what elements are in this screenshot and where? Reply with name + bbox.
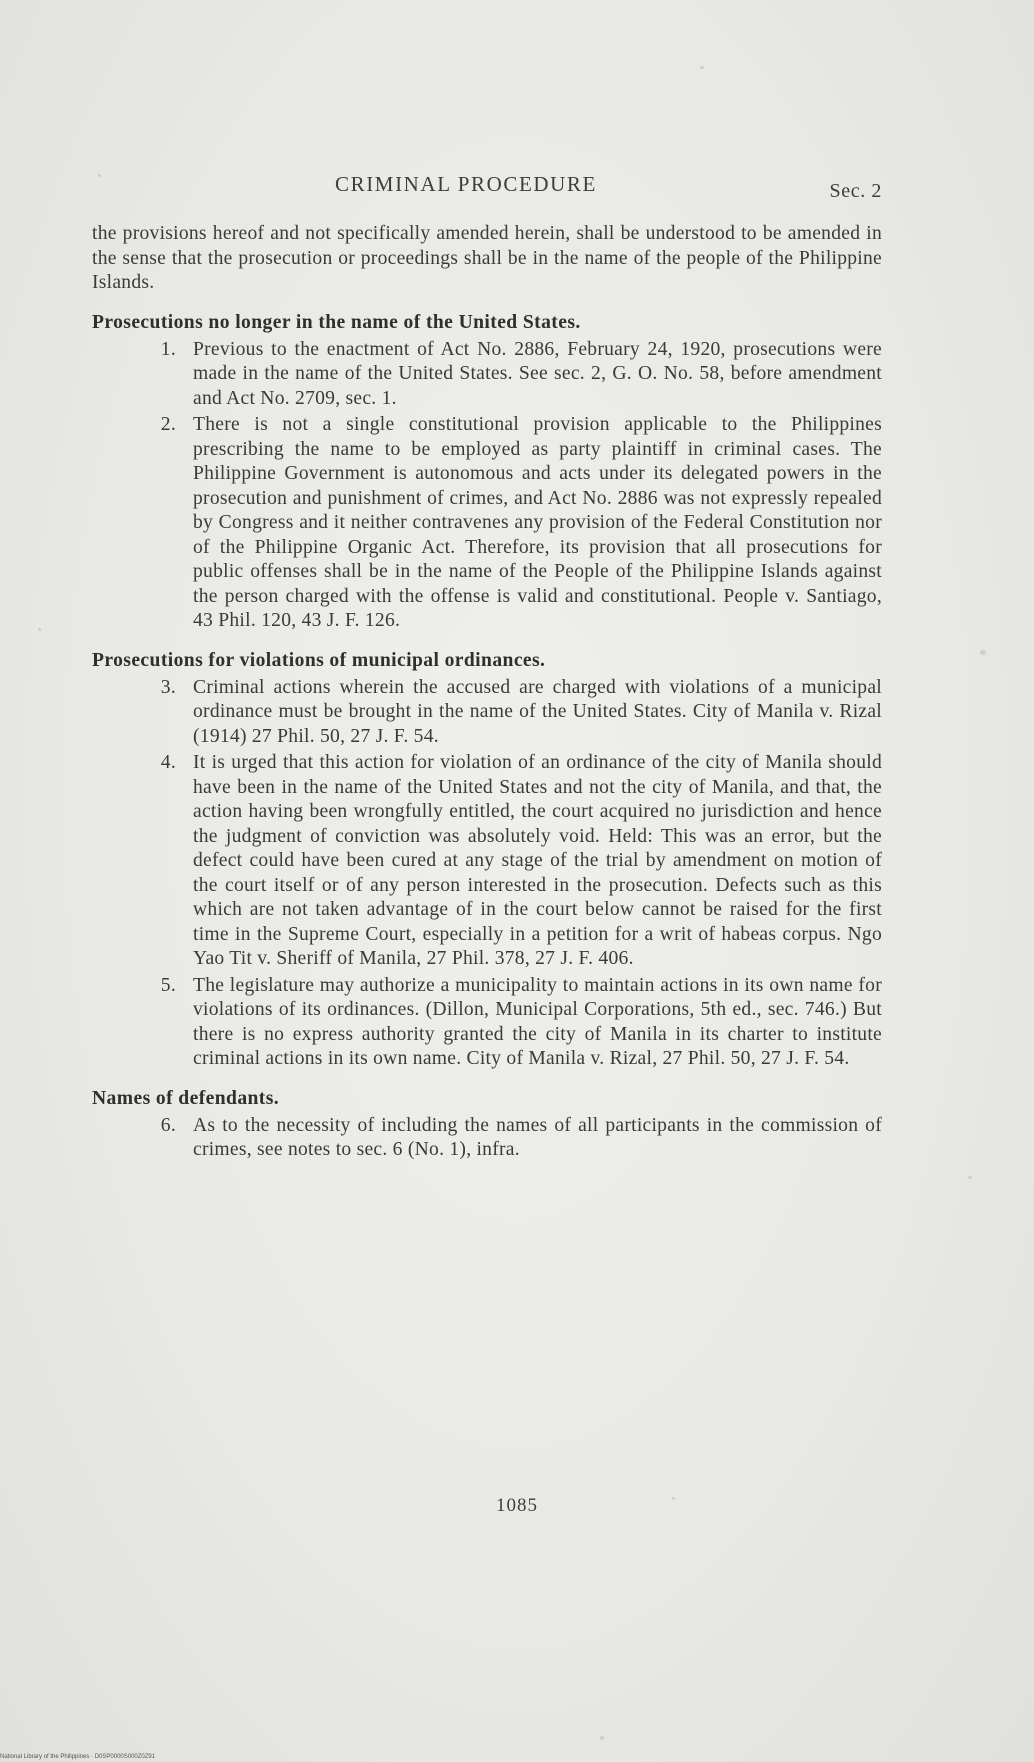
note-number: 6. — [160, 1114, 176, 1136]
section-heading: Names of defendants. — [92, 1087, 280, 1109]
annotation-note — [92, 338, 882, 412]
note-text: The legislature may authorize a municipality to maintain actions in its own name for violations of its ordinances. (Dillon, Municipal Corporations, 5th ed., sec. 746.) But there is no express authority granted the city of Manila in its charter to institute criminal actions in its own name. City of Manila v. Rizal, 27 Phil. 50, 27 J. F. 54. — [193, 974, 882, 1069]
page-number: 1085 — [496, 1495, 538, 1516]
section-names-of-defendants — [92, 1086, 882, 1163]
note-text: There is not a single constitutional provision applicable to the Philippines prescribing the name to be employed as party plaintiff in criminal cases. The Philippine Government is autonomous and acts under its delegated powers in the prosecution and punishment of crimes, and Act No. 2886 was not expressly repealed by Congress and it neither contravenes any provision of the Federal Constitution nor of the Philippine Organic Act. Therefore, its provision that all prosecutions for public offenses shall be in the name of the People of the Philippine Islands against the person charged with the offense is valid and constitutional. People v. Santiago, 43 Phil. 120, 43 J. F. 126. — [193, 414, 882, 631]
note-text: Previous to the enactment of Act No. 2886, February 24, 1920, prosecutions were made in the name of the United States. See sec. 2, G. O. No. 58, before amendment and Act No. 2709, sec. 1. — [193, 338, 882, 409]
section-heading: Prosecutions no longer in the name of the United States. — [92, 311, 581, 333]
section-reference: Sec. 2 — [829, 180, 882, 202]
annotation-note — [92, 974, 882, 1072]
annotation-note — [92, 676, 882, 750]
scan-speck — [600, 1736, 604, 1740]
page-header — [92, 172, 882, 206]
scan-speck — [968, 1176, 972, 1179]
section-municipal-ordinances — [92, 648, 882, 1072]
section-heading: Prosecutions for violations of municipal ordinances. — [92, 649, 546, 671]
page-content — [92, 222, 882, 1163]
continued-paragraph: the provisions hereof and not specifically amended herein, shall be understood to be amended in the sense that the prosecution or proceedings shall be in the name of the people of the Philippine Islands. — [92, 223, 882, 293]
running-head: CRIMINAL PROCEDURE — [335, 172, 597, 196]
note-text: It is urged that this action for violation of an ordinance of the city of Manila should have been in the name of the United States and not the city of Manila, and that, the action having been wrongfully entitled, the court acquired no jurisdiction and hence the judgment of conviction was absolutely void. Held: This was an error, but the defect could have been cured at any stage of the trial by amendment on motion of the court itself or of any person interested in the prosecution. Defects such as this which are not taken advantage of in the court below cannot be raised for the first time in the Supreme Court, especially in a petition for a writ of habeas corpus. Ngo Yao Tit v. Sheriff of Manila, 27 Phil. 378, 27 J. F. 406. — [193, 752, 882, 969]
note-number: 2. — [160, 414, 176, 435]
annotation-note — [92, 1114, 882, 1163]
annotation-note — [92, 751, 882, 972]
note-text: As to the necessity of including the names of all participants in the commission of crimes, see notes to sec. 6 (No. 1), infra. — [193, 1114, 882, 1160]
note-text: Criminal actions wherein the accused are charged with violations of a municipal ordinance must be brought in the name of the United States. City of Manila v. Rizal (1914) 27 Phil. 50, 27 J. F. 54. — [193, 676, 882, 747]
scan-speck — [980, 650, 986, 655]
scan-footer-strip: National Library of the Philippines · D0SP0000S000Z0Z91 — [0, 1754, 156, 1760]
scan-speck — [38, 628, 41, 631]
note-number: 3. — [160, 676, 176, 698]
scan-speck — [700, 66, 704, 69]
section-prosecutions-no-longer-us — [92, 310, 882, 634]
annotation-note — [92, 413, 882, 634]
note-number: 1. — [160, 338, 176, 360]
note-number: 5. — [160, 974, 176, 996]
note-number: 4. — [160, 752, 176, 773]
